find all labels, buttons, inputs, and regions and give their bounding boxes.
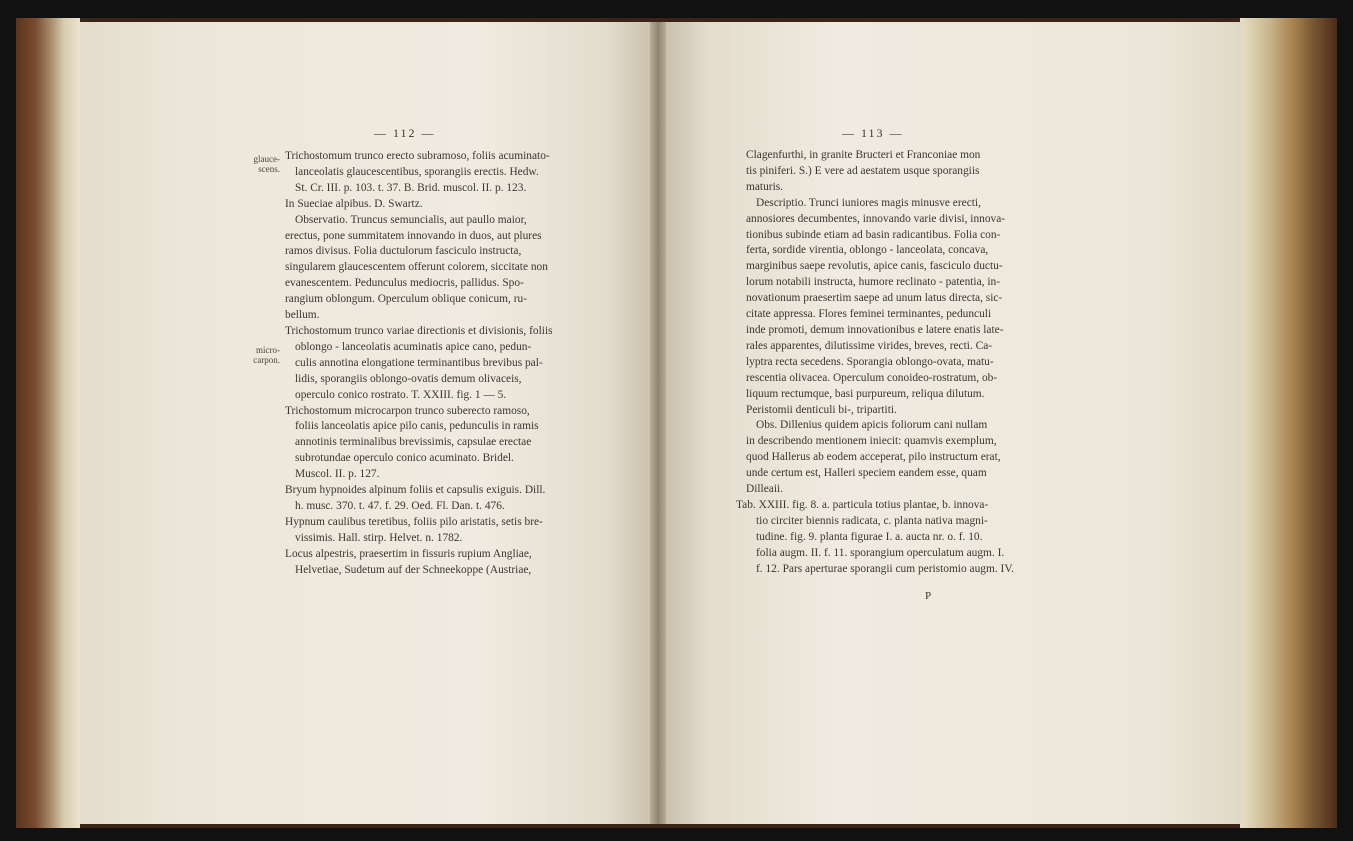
text-line: Helvetiae, Sudetum auf der Schneekoppe (Austriae, — [295, 563, 532, 576]
signature-mark: P — [925, 590, 932, 602]
text-line: citate appressa. Flores feminei terminantes, pedunculi — [746, 308, 992, 321]
text-line: folia augm. II. f. 11. sporangium operculatum augm. I. — [756, 546, 1005, 559]
text-line: Descriptio. Trunci iuniores magis minusve erecti, — [756, 196, 981, 209]
margin-note-glaucescens: glauce- scens. — [253, 154, 280, 174]
text-line: evanescentem. Pedunculus mediocris, pallidus. Spo- — [285, 277, 524, 290]
left-page-header: — 112 — — [374, 126, 436, 140]
right-page-header: — 113 — — [842, 126, 904, 140]
text-line: quod Hallerus ab eodem acceperat, pilo instructum erat, — [746, 451, 1001, 464]
text-line: marginibus saepe revolutis, apice canis, fasciculo ductu- — [746, 260, 1003, 273]
text-line: lidis, sporangiis oblongo-ovatis demum olivaceis, — [295, 372, 522, 385]
text-line: erectus, pone summitatem innovando in duos, aut plures — [285, 229, 542, 242]
text-line: unde certum est, Halleri speciem eandem esse, quam — [746, 467, 987, 480]
right-page-body — [736, 148, 1086, 577]
left-page-body — [285, 149, 615, 578]
text-line: annotinis terminalibus brevissimis, capsulae erectae — [295, 436, 532, 449]
text-line: Observatio. Truncus semuncialis, aut paullo maior, — [295, 213, 527, 226]
text-line: liquum rectumque, basi purpureum, reliqua dilutum. — [746, 387, 985, 400]
text-line: tis piniferi. S.) E vere ad aestatem usque sporangiis — [746, 164, 980, 177]
text-line: h. musc. 370. t. 47. f. 29. Oed. Fl. Dan. t. 476. — [295, 499, 505, 512]
text-line: rales apparentes, dilutissime virides, breves, recti. Ca- — [746, 339, 993, 352]
text-line: operculo conico rostrato. T. XXIII. fig. 1 — 5. — [295, 388, 507, 401]
text-line: Trichostomum trunco erecto subramoso, foliis acuminato- — [285, 150, 550, 162]
text-line: f. 12. Pars aperturae sporangii cum peristomio augm. IV. — [756, 562, 1014, 575]
text-line: tudine. fig. 9. planta figurae I. a. aucta nr. o. f. 10. — [756, 530, 983, 543]
text-line: vissimis. Hall. stirp. Helvet. n. 1782. — [295, 531, 463, 544]
text-line: tio circiter biennis radicata, c. planta nativa magni- — [756, 514, 988, 527]
text-line: Tab. XXIII. fig. 8. a. particula totius plantae, b. innova- — [736, 498, 989, 511]
book-right-edge — [1240, 18, 1337, 828]
text-line: ramos divisus. Folia ductulorum fasciculo instructa, — [285, 245, 522, 258]
text-line: Clagenfurthi, in granite Bructeri et Franconiae mon — [746, 149, 981, 161]
text-line: lyptra recta secedens. Sporangia oblongo-ovata, matu- — [746, 355, 994, 368]
text-line: lanceolatis glaucescentibus, sporangiis erectis. Hedw. — [295, 165, 539, 178]
text-line: rescentia olivacea. Operculum conoideo-rostratum, ob- — [746, 371, 998, 384]
text-line: ferta, sordide virentia, oblongo - lanceolata, concava, — [746, 244, 989, 257]
text-line: rangium oblongum. Operculum oblique conicum, ru- — [285, 293, 528, 306]
text-line: novationum praesertim saepe ad unum latus directa, sic- — [746, 292, 1003, 305]
text-line: lorum notabili instructa, humore reclinato - patentia, in- — [746, 276, 1000, 289]
text-line: foliis lanceolatis apice pilo canis, pedunculis in ramis — [295, 420, 539, 433]
text-line: Muscol. II. p. 127. — [295, 468, 380, 481]
book-gutter — [650, 22, 666, 824]
text-line: Peristomii denticuli bi-, tripartiti. — [746, 403, 897, 416]
text-line: Obs. Dillenius quidem apicis foliorum cani nullam — [756, 419, 988, 432]
text-line: Trichostomum microcarpon trunco suberecto ramoso, — [285, 404, 530, 417]
text-line: inde promoti, demum innovationibus e latere enatis late- — [746, 323, 1004, 336]
text-line: Bryum hypnoides alpinum foliis et capsulis exiguis. Dill. — [285, 484, 546, 497]
text-line: Hypnum caulibus teretibus, foliis pilo aristatis, setis bre- — [285, 515, 543, 528]
text-line: tionibus subinde etiam ad basin radicantibus. Folia con- — [746, 228, 1001, 241]
text-line: culis annotina elongatione terminantibus brevibus pal- — [295, 356, 543, 369]
text-line: bellum. — [285, 309, 320, 322]
text-line: St. Cr. III. p. 103. t. 37. B. Brid. muscol. II. p. 123. — [295, 181, 527, 194]
text-line: in describendo mentionem iniecit: quamvis exemplum, — [746, 435, 997, 448]
margin-note-microcarpon: micro- carpon. — [253, 345, 280, 365]
text-line: maturis. — [746, 180, 784, 193]
book-left-edge — [16, 18, 80, 828]
text-line: singularem glaucescentem offerunt colorem, siccitate non — [285, 261, 548, 274]
text-line: oblongo - lanceolatis acuminatis apice cano, pedun- — [295, 340, 532, 353]
text-line: annosiores decumbentes, innovando varie divisi, innova- — [746, 212, 1006, 225]
text-line: subrotundae operculo conico acuminato. Bridel. — [295, 452, 514, 465]
text-line: Trichostomum trunco variae directionis et divisionis, foliis — [285, 324, 553, 337]
text-line: In Sueciae alpibus. D. Swartz. — [285, 197, 423, 210]
text-line: Dilleaii. — [746, 483, 784, 496]
text-line: Locus alpestris, praesertim in fissuris rupium Angliae, — [285, 547, 532, 560]
